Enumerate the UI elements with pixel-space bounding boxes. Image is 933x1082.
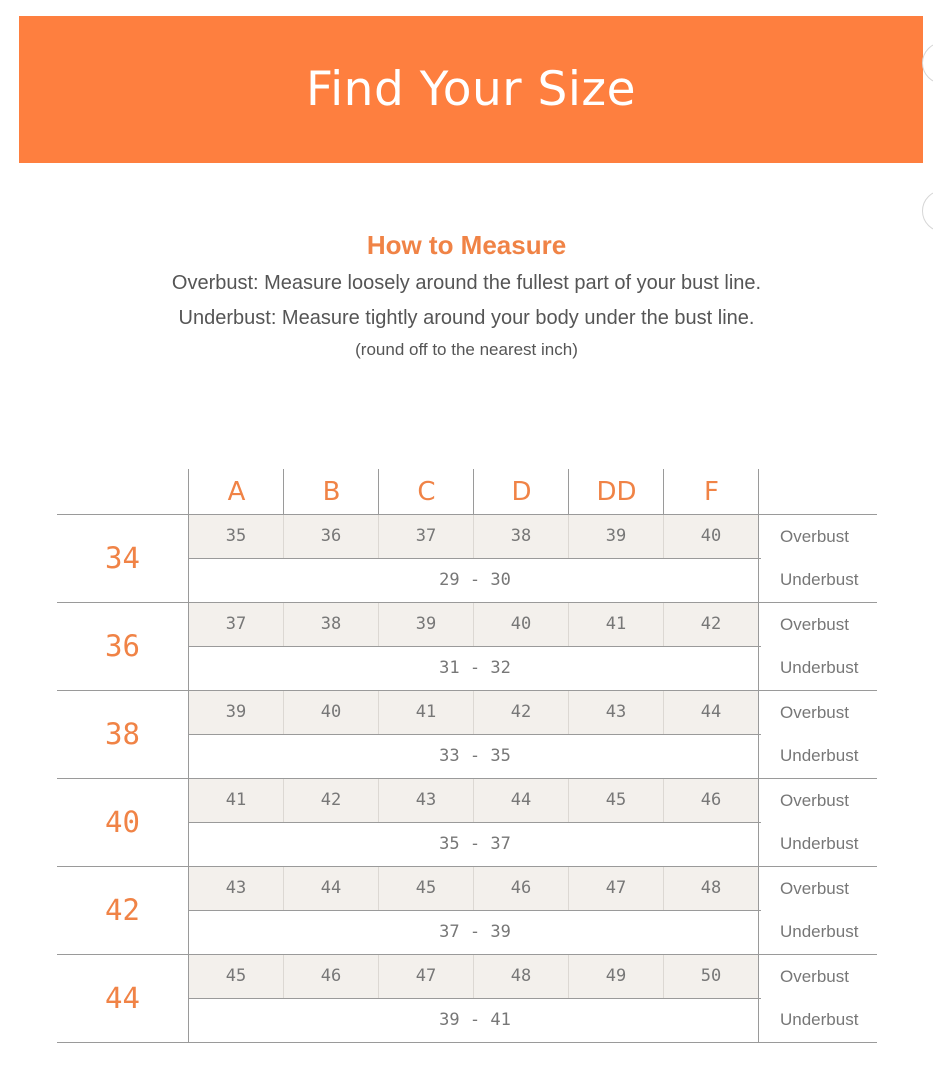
- overbust-cell: 38: [474, 515, 569, 558]
- overbust-cell: 44: [664, 691, 759, 734]
- overbust-cell: 50: [664, 955, 759, 998]
- overbust-cell: 37: [379, 515, 474, 558]
- overbust-cell: 36: [284, 515, 379, 558]
- header-column-divider: [378, 469, 379, 514]
- overbust-instruction: Overbust: Measure loosely around the fullest part of your bust line.: [171, 272, 762, 294]
- data-right-border: [758, 514, 759, 1042]
- cup-header-d: D: [511, 476, 532, 507]
- band-size-label: 36: [105, 629, 140, 663]
- underbust-range-cell: 39 - 41: [439, 1009, 511, 1030]
- overbust-cell: 41: [379, 691, 474, 734]
- band-size-label: 34: [105, 541, 140, 575]
- band-size-label: 42: [105, 893, 140, 927]
- header-column-divider: [663, 469, 664, 514]
- overbust-cell: 39: [379, 603, 474, 646]
- overbust-cell: 46: [284, 955, 379, 998]
- overbust-cell: 43: [379, 779, 474, 822]
- overbust-label: Overbust: [780, 966, 849, 986]
- edge-circle-decoration: [922, 42, 933, 84]
- overbust-cell: 43: [189, 867, 284, 910]
- header-column-divider: [568, 469, 569, 514]
- cup-header-c: C: [417, 476, 436, 507]
- data-left-border: [188, 514, 189, 1042]
- underbust-label: Underbust: [780, 569, 859, 589]
- overbust-cell: 40: [284, 691, 379, 734]
- header-column-divider: [473, 469, 474, 514]
- underbust-range-cell: 31 - 32: [439, 657, 511, 678]
- overbust-label: Overbust: [780, 790, 849, 810]
- overbust-cell: 45: [189, 955, 284, 998]
- overbust-cell: 42: [664, 603, 759, 646]
- page-title: Find Your Size: [306, 62, 636, 117]
- overbust-cell: 35: [189, 515, 284, 558]
- underbust-label: Underbust: [780, 833, 859, 853]
- overbust-cell: 44: [284, 867, 379, 910]
- overbust-cell: 40: [664, 515, 759, 558]
- underbust-range-cell: 37 - 39: [439, 921, 511, 942]
- header-column-divider: [283, 469, 284, 514]
- overbust-cell: 42: [474, 691, 569, 734]
- overbust-cell: 46: [664, 779, 759, 822]
- underbust-label: Underbust: [780, 1009, 859, 1029]
- underbust-label: Underbust: [780, 657, 859, 677]
- header-column-divider: [758, 469, 759, 514]
- overbust-cell: 40: [474, 603, 569, 646]
- how-to-measure-heading: How to Measure: [366, 230, 567, 260]
- underbust-range-cell: 35 - 37: [439, 833, 511, 854]
- overbust-cell: 41: [189, 779, 284, 822]
- band-size-label: 44: [105, 981, 140, 1015]
- band-size-label: 40: [105, 805, 140, 839]
- overbust-label: Overbust: [780, 526, 849, 546]
- overbust-label: Overbust: [780, 878, 849, 898]
- size-chart-table: [57, 469, 877, 1043]
- overbust-cell: 42: [284, 779, 379, 822]
- overbust-cell: 48: [474, 955, 569, 998]
- overbust-cell: 41: [569, 603, 664, 646]
- overbust-cell: 47: [379, 955, 474, 998]
- overbust-cell: 43: [569, 691, 664, 734]
- underbust-instruction: Underbust: Measure tightly around your body under the bust line.: [178, 307, 755, 329]
- overbust-cell: 45: [379, 867, 474, 910]
- overbust-cell: 46: [474, 867, 569, 910]
- overbust-label: Overbust: [780, 702, 849, 722]
- overbust-cell: 49: [569, 955, 664, 998]
- underbust-label: Underbust: [780, 745, 859, 765]
- overbust-cell: 44: [474, 779, 569, 822]
- overbust-label: Overbust: [780, 614, 849, 634]
- overbust-cell: 38: [284, 603, 379, 646]
- cup-header-a: A: [227, 476, 246, 507]
- band-size-label: 38: [105, 717, 140, 751]
- cup-header-b: B: [322, 476, 341, 507]
- overbust-cell: 45: [569, 779, 664, 822]
- rounding-note: (round off to the nearest inch): [355, 340, 578, 359]
- underbust-range-cell: 29 - 30: [439, 569, 511, 590]
- table-bottom-line: [57, 1042, 877, 1043]
- overbust-cell: 47: [569, 867, 664, 910]
- underbust-range-cell: 33 - 35: [439, 745, 511, 766]
- cup-header-dd: DD: [596, 476, 637, 507]
- overbust-cell: 39: [189, 691, 284, 734]
- underbust-label: Underbust: [780, 921, 859, 941]
- overbust-cell: 37: [189, 603, 284, 646]
- header-banner: [19, 16, 923, 163]
- cup-header-f: F: [704, 476, 719, 507]
- edge-circle-decoration: [922, 190, 933, 232]
- overbust-cell: 48: [664, 867, 759, 910]
- header-column-divider: [188, 469, 189, 514]
- overbust-cell: 39: [569, 515, 664, 558]
